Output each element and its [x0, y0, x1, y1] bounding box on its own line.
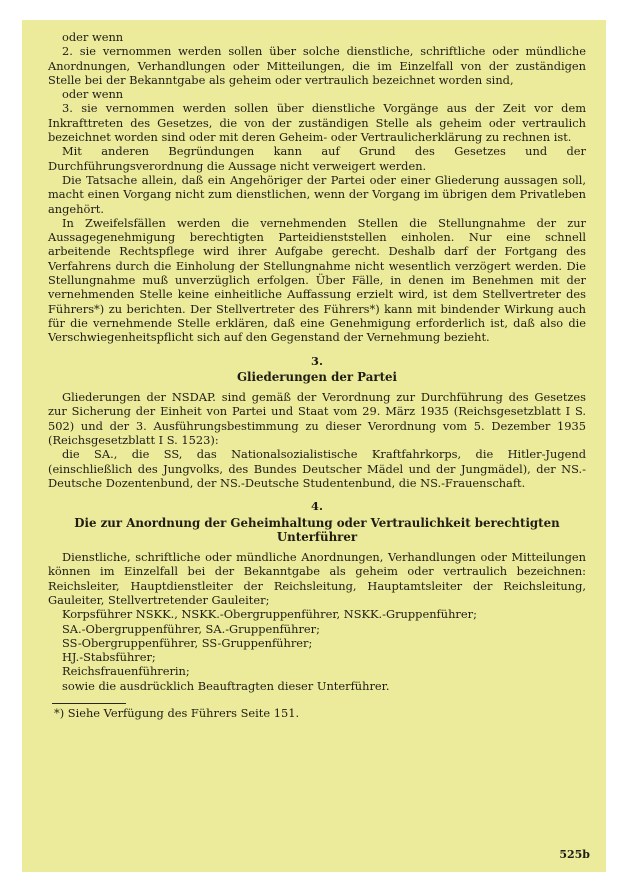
- section-4-number: 4.: [311, 499, 323, 514]
- paragraph-doubtful-cases: In Zweifelsfällen werden die vernehmenden Stellen die Stellungnahme der zur Aussagegenehmigung berechtigten Parteidienststellen einholen. Nur eine schnell arbeitende Rechtspflege wird ihrer Aufgabe gerecht. Deshalb darf der Fortgang des Verfahrens durch die Einholung der Stellungnahme nicht wesentlich verzögert werden. Die Stellungnahme muß unverzüglich erfolgen. Über Fälle, in denen im Benehmen mit der vernehmenden Stelle keine einheitliche Auffassung erzielt wird, ist dem Stellvertreter des Führers*) zu berichten. Der Stellvertreter des Führers*) kann mit bindender Wirkung auch für die vernehmende Stelle erklären, daß eine Genehmigung erforderlich ist, daß also die Verschwiegenheitspflicht sich auf den Gegenstand der Vernehmung bezieht.: [48, 215, 586, 345]
- document-page: [22, 20, 606, 872]
- footnote-divider: [52, 703, 126, 704]
- list-item: Reichsfrauenführerin;: [62, 664, 190, 679]
- paragraph-item-2: 2. sie vernommen werden sollen über solche dienstliche, schriftliche oder mündliche Anordnungen, Verhandlungen oder Mitteilungen, die im Einzelfall von der zuständigen Stelle bei der Bekanntgabe als geheim oder vertraulich bezeichnet worden sind,: [48, 44, 586, 87]
- page-number: 525b: [559, 847, 590, 861]
- paragraph-fact-alone: Die Tatsache allein, daß ein Angehöriger der Partei oder einer Gliederung aussagen soll, macht einen Vorgang nicht zum dienstlichen, wenn der Vorgang im übrigen dem Privatleben angehört.: [48, 172, 586, 216]
- list-item: sowie die ausdrücklich Beauftragten dieser Unterführer.: [62, 678, 390, 693]
- section-3-number: 3.: [311, 353, 323, 368]
- leader-list: [48, 607, 586, 693]
- footnote: *) Siehe Verfügung des Führers Seite 151.: [54, 706, 300, 721]
- section-3-list: die SA., die SS, das Nationalsozialistische Kraftfahrkorps, die Hitler-Jugend (einschließlich des Jungvolks, des Bundes Deutscher Mädel und der Jungmädel), der NS.-Deutsche Dozentenbund, der NS.-Deutsche Studentenbund, die NS.-Frauenschaft.: [48, 447, 586, 490]
- list-item: SS-Obergruppenführer, SS-Gruppenführer;: [62, 635, 313, 650]
- section-3-title: Gliederungen der Partei: [236, 369, 398, 384]
- paragraph-oder-wenn-1: oder wenn: [62, 30, 124, 44]
- paragraph-oder-wenn-2: oder wenn: [62, 87, 124, 102]
- paragraph-other-reasons: Mit anderen Begründungen kann auf Grund des Gesetzes und der Durchführungsverordnung die Aussage nicht verweigert werden.: [48, 144, 586, 173]
- list-item: SA.-Obergruppenführer, SA.-Gruppenführer;: [62, 621, 320, 636]
- section-4-body: Dienstliche, schriftliche oder mündliche Anordnungen, Verhandlungen oder Mitteilungen können im Einzelfall bei der Bekanntgabe als geheim oder vertraulich bezeichnen: Reichsleiter, Hauptdienstleiter der Reichsleitung, Hauptamtsleiter der Reichsleitung, Gauleiter, Stellvertretender Gauleiter;: [48, 550, 586, 607]
- section-4-title: Die zur Anordnung der Geheimhaltung oder Vertraulichkeit berechtigten Unterführer: [74, 515, 560, 544]
- list-item: HJ.-Stabsführer;: [62, 650, 156, 665]
- paragraph-item-3: 3. sie vernommen werden sollen über dienstliche Vorgänge aus der Zeit vor dem Inkrafttreten des Gesetzes, die von der zuständigen Stelle als geheim oder vertraulich bezeichnet worden sind oder mit deren Geheim- oder Vertraulicherklärung zu rechnen ist.: [48, 101, 586, 145]
- section-3-body: Gliederungen der NSDAP. sind gemäß der Verordnung zur Durchführung des Gesetzes zur Sicherung der Einheit von Partei und Staat vom 29. März 1935 (Reichsgesetzblatt I S. 502) und der 3. Ausführungsbestimmung zu dieser Verordnung vom 5. Dezember 1935 (Reichsgesetzblatt I S. 1523):: [48, 390, 586, 448]
- list-item: Korpsführer NSKK., NSKK.-Obergruppenführer, NSKK.-Gruppenführer;: [62, 607, 477, 622]
